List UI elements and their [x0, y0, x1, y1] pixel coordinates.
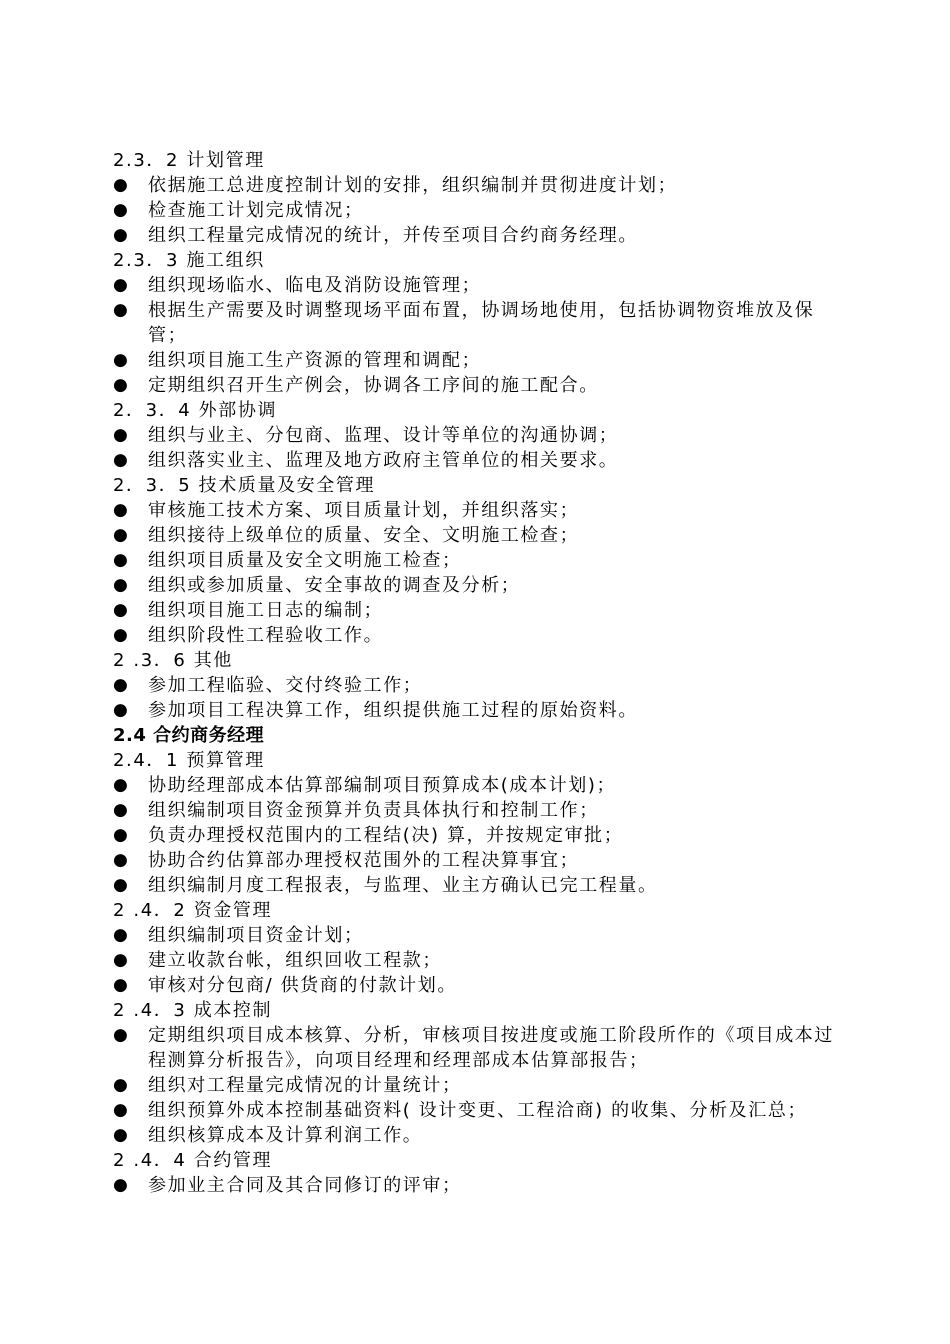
bullet-icon: ●: [113, 1175, 128, 1195]
bullet-item-text: 组织编制项目资金计划；: [148, 925, 364, 946]
bullet-icon: ●: [113, 925, 128, 945]
bullet-icon: ●: [113, 875, 128, 895]
bullet-item: [113, 273, 853, 298]
bullet-item-text: 检查施工计划完成情况；: [148, 200, 364, 221]
subsection-heading: 2 .3．6 其他: [113, 650, 233, 671]
bullet-item: [113, 873, 853, 898]
bullet-item-text: 组织与业主、分包商、监理、设计等单位的沟通协调；: [148, 425, 619, 446]
subsection-heading: 2.4．1 预算管理: [113, 750, 265, 771]
bullet-item: [113, 548, 853, 573]
bullet-item-text: 组织或参加质量、安全事故的调查及分析；: [148, 575, 521, 596]
bullet-item: [113, 198, 853, 223]
bullet-icon: ●: [113, 700, 128, 720]
bullet-item: [113, 1098, 853, 1123]
bullet-icon: ●: [113, 425, 128, 445]
bullet-icon: ●: [113, 800, 128, 820]
bullet-item-text: 参加项目工程决算工作，组织提供施工过程的原始资料。: [148, 700, 638, 721]
bullet-item: [113, 573, 853, 598]
bullet-item: [113, 923, 853, 948]
bullet-item-text: 审核对分包商/ 供货商的付款计划。: [148, 975, 457, 996]
bullet-item-text: 协助经理部成本估算部编制项目预算成本(成本计划)；: [148, 775, 617, 796]
bullet-item: [113, 823, 853, 848]
bullet-item: [113, 498, 853, 523]
bullet-item-text: 组织工程量完成情况的统计，并传至项目合约商务经理。: [148, 225, 638, 246]
bullet-item: [113, 623, 853, 648]
bullet-item: [113, 423, 853, 448]
bullet-item-text: 组织项目施工生产资源的管理和调配；: [148, 350, 482, 371]
bullet-icon: ●: [113, 850, 128, 870]
subsection-heading: 2.3．2 计划管理: [113, 150, 265, 171]
bullet-icon: ●: [113, 275, 128, 295]
subsection-heading: 2 .4．2 资金管理: [113, 900, 273, 921]
bullet-item-text: 组织预算外成本控制基础资料( 设计变更、工程洽商) 的收集、分析及汇总；: [148, 1100, 808, 1121]
bullet-icon: ●: [113, 975, 128, 995]
bullet-item: [113, 848, 853, 873]
subsection-heading: 2 .4．3 成本控制: [113, 1000, 273, 1021]
bullet-item: [113, 1023, 853, 1073]
subsection-heading: 2.3．3 施工组织: [113, 250, 265, 271]
bullet-icon: ●: [113, 450, 128, 470]
bullet-icon: ●: [113, 1025, 128, 1045]
bullet-item-text: 组织对工程量完成情况的计量统计；: [148, 1075, 462, 1096]
bullet-icon: ●: [113, 375, 128, 395]
bullet-item-text: 组织项目质量及安全文明施工检查；: [148, 550, 462, 571]
bullet-item-text: 定期组织召开生产例会，协调各工序间的施工配合。: [148, 375, 599, 396]
bullet-item: [113, 773, 853, 798]
bullet-icon: ●: [113, 225, 128, 245]
section-heading: 2.4 合约商务经理: [113, 725, 265, 746]
bullet-item: [113, 1073, 853, 1098]
bullet-item: [113, 948, 853, 973]
bullet-item-text: 定期组织项目成本核算、分析，审核项目按进度或施工阶段所作的《项目成本过程测算分析报告》，向项目经理和经理部成本估算部报告；: [148, 1025, 834, 1071]
bullet-item-text: 负责办理授权范围内的工程结(决) 算，并按规定审批；: [148, 825, 624, 846]
bullet-item-text: 依据施工总进度控制计划的安排，组织编制并贯彻进度计划；: [148, 175, 678, 196]
bullet-icon: ●: [113, 675, 128, 695]
bullet-item-text: 组织落实业主、监理及地方政府主管单位的相关要求。: [148, 450, 619, 471]
bullet-item: [113, 448, 853, 473]
bullet-icon: ●: [113, 1075, 128, 1095]
bullet-item-text: 组织项目施工日志的编制；: [148, 600, 384, 621]
bullet-item-text: 协助合约估算部办理授权范围外的工程决算事宜；: [148, 850, 580, 871]
subsection-heading: 2．3．4 外部协调: [113, 400, 278, 421]
bullet-icon: ●: [113, 600, 128, 620]
bullet-item: [113, 673, 853, 698]
bullet-icon: ●: [113, 775, 128, 795]
bullet-item: [113, 798, 853, 823]
subsection-heading: 2．3．5 技术质量及安全管理: [113, 475, 376, 496]
bullet-icon: ●: [113, 575, 128, 595]
bullet-icon: ●: [113, 200, 128, 220]
bullet-icon: ●: [113, 550, 128, 570]
bullet-icon: ●: [113, 350, 128, 370]
bullet-item: [113, 698, 853, 723]
bullet-item: [113, 298, 853, 348]
bullet-item-text: 组织核算成本及计算利润工作。: [148, 1125, 423, 1146]
bullet-icon: ●: [113, 300, 128, 320]
bullet-icon: ●: [113, 825, 128, 845]
bullet-item-text: 根据生产需要及时调整现场平面布置，协调场地使用，包括协调物资堆放及保管；: [148, 300, 815, 346]
bullet-item: [113, 223, 853, 248]
bullet-item: [113, 973, 853, 998]
bullet-item-text: 参加业主合同及其合同修订的评审；: [148, 1175, 462, 1196]
bullet-icon: ●: [113, 175, 128, 195]
bullet-item: [113, 348, 853, 373]
bullet-icon: ●: [113, 625, 128, 645]
bullet-item-text: 建立收款台帐，组织回收工程款；: [148, 950, 442, 971]
bullet-item-text: 组织接待上级单位的质量、安全、文明施工检查；: [148, 525, 580, 546]
subsection-heading: 2 .4．4 合约管理: [113, 1150, 273, 1171]
bullet-item: [113, 598, 853, 623]
bullet-item-text: 组织编制项目资金预算并负责具体执行和控制工作；: [148, 800, 599, 821]
bullet-item-text: 参加工程临验、交付终验工作；: [148, 675, 423, 696]
bullet-icon: ●: [113, 1125, 128, 1145]
bullet-item: [113, 173, 853, 198]
bullet-item: [113, 523, 853, 548]
bullet-item-text: 组织阶段性工程验收工作。: [148, 625, 384, 646]
bullet-item-text: 组织现场临水、临电及消防设施管理；: [148, 275, 482, 296]
bullet-item: [113, 1123, 853, 1148]
bullet-icon: ●: [113, 500, 128, 520]
bullet-item-text: 审核施工技术方案、项目质量计划，并组织落实；: [148, 500, 580, 521]
bullet-item: [113, 1173, 853, 1198]
bullet-item-text: 组织编制月度工程报表，与监理、业主方确认已完工程量。: [148, 875, 658, 896]
bullet-item: [113, 373, 853, 398]
bullet-icon: ●: [113, 950, 128, 970]
document-body: [113, 148, 853, 1198]
bullet-icon: ●: [113, 525, 128, 545]
bullet-icon: ●: [113, 1100, 128, 1120]
